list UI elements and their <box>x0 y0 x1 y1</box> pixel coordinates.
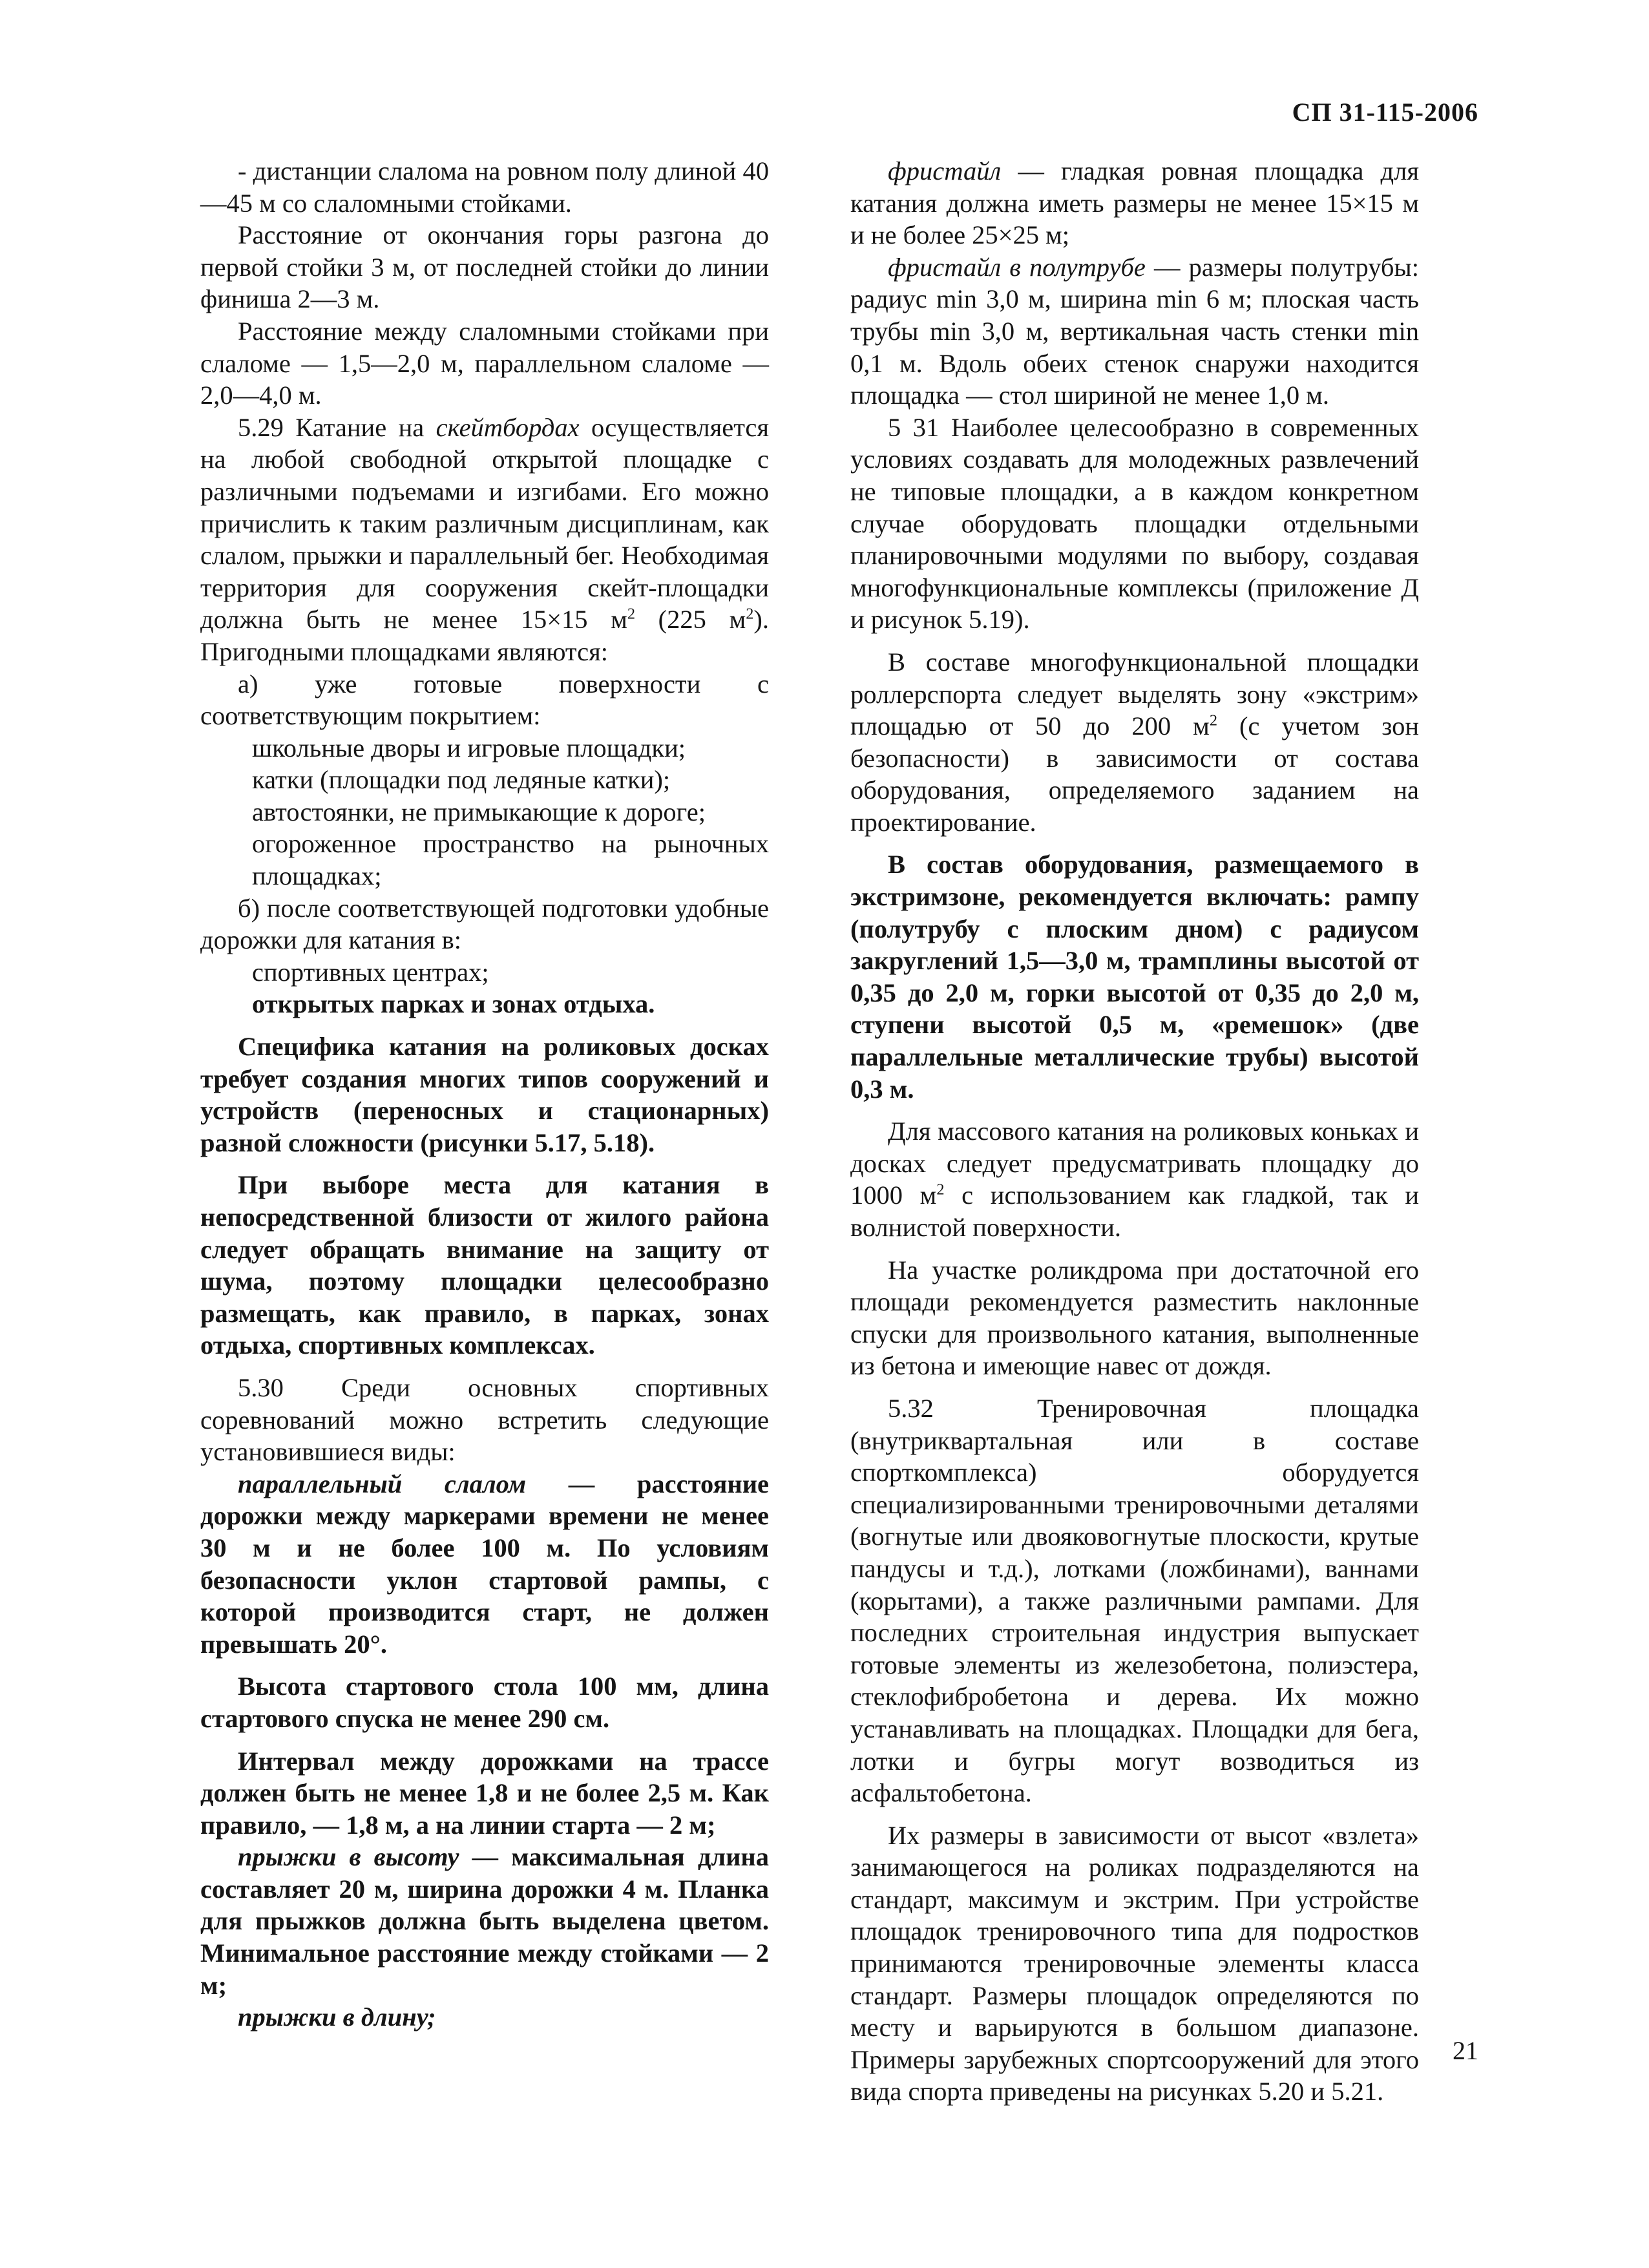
list-item: огороженное пространство на рыночных площадках; <box>252 829 769 891</box>
paragraph: Их размеры в зависимости от высот «взлета» занимающегося на роликах подразделяются на стандарт, максимум и экстрим. При устройстве площадок тренировочного типа для подростков принимаются тренировочные элементы класса стандарт. Размеры площадок определяются по месту и варьируются в большом диапазоне. Примеры зарубежных спортсооружений для этого вида спорта приведены на рисунках 5.20 и 5.21. <box>850 1820 1419 2106</box>
left-column <box>200 155 769 2033</box>
list-item: катки (площадки под ледяные катки); <box>252 765 671 795</box>
paragraph: В составе многофункциональной площадки роллерспорта следует выделять зону «экстрим» площадью от 50 до 200 $м^2$ (с учетом зон безопасности) в зависимости от состава оборудования, определяемого заданием на проектирование. <box>850 647 1420 837</box>
paragraph: Расстояние от окончания горы разгона до первой стойки 3 м, от последней стойки до линии финиша 2—3 м. <box>200 220 769 314</box>
document-code: СП 31-115-2006 <box>1292 98 1478 127</box>
paragraph: В состав оборудования, размещаемого в экстримзоне, рекомендуется включать: рампу (полутрубу с плоским дном) с радиусом закруглений 1,5—3,0 м, трамплины высотой от 0,35 до 2,0 м, горки высотой от 0,35 до 2,0 м, ступени высотой 0,5 м, «ремешок» (две параллельные металлические трубы) высотой 0,3 м. <box>850 850 1419 1104</box>
list-item: спортивных центрах; <box>252 957 489 987</box>
paragraph-5-29: 5.29 Катание на скейтбордах осуществляется на любой свободной открытой площадке с различными подъемами и изгибами. Его можно причислить к таким различным дисциплинам, как слалом, прыжки и параллельный бег. Необходимая территория для сооружения скейт-площадки должна быть не менее 15×15 $м^2$ (225 $м^2$). Пригодными площадками являются: <box>200 412 770 666</box>
paragraph: прыжки в длину; <box>238 2002 436 2032</box>
page-number: 21 <box>1453 2036 1478 2065</box>
list-item: автостоянки, не примыкающие к дороге; <box>252 797 706 826</box>
paragraph: Высота стартового стола 100 мм, длина стартового спуска не менее 290 см. <box>200 1672 769 1733</box>
right-column <box>850 155 1419 2108</box>
paragraph: Для массового катания на роликовых коньках и досках следует предусматривать площадку до 1000 $м^2$ с использованием как гладкой, так и волнистой поверхности. <box>850 1117 1419 1242</box>
paragraph: параллельный слалом — расстояние дорожки между маркерами времени не менее 30 м и не более 100 м. По условиям безопасности уклон стартовой рампы, с которой производится старт, не должен превышать 20°. <box>200 1469 770 1659</box>
paragraph: б) после соответствующей подготовки удобные дорожки для катания в: <box>200 893 769 955</box>
paragraph: прыжки в высоту — максимальная длина составляет 20 м, ширина дорожки 4 м. Планка для прыжков должна быть выделена цветом. Минимальное расстояние между стойками — 2 м; <box>200 1842 769 2000</box>
paragraph-5-32: 5.32 Тренировочная площадка (внутриквартальная или в составе спорткомплекса) оборудуется специализированными тренировочными деталями (вогнутые или двояковогнутые плоскости, крутые пандусы и т.д.), лотками (ложбинами), ваннами (корытами), а также различными рампами. Для последних строительная индустрия выпускает готовые элементы из железобетона, полиэстера, стеклофибробетона и дерева. Их можно устанавливать на площадках. Площадки для бега, лотки и бугры могут возводиться из асфальтобетона. <box>850 1393 1419 1808</box>
paragraph-5-31: 5 31 Наиболее целесообразно в современных условиях создавать для молодежных развлечений не типовые площадки, а в каждом конкретном случае оборудовать площадки отдельными планировочными модулями по выбору, создавая многофункциональные комплексы (приложение Д и рисунок 5.19). <box>850 412 1419 635</box>
list-item: школьные дворы и игровые площадки; <box>252 733 686 762</box>
paragraph: Расстояние между слаломными стойками при слаломе — 1,5—2,0 м, параллельном слаломе — 2,0—4,0 м. <box>200 316 769 410</box>
paragraph: фристайл в полутрубе — размеры полутрубы: радиус min 3,0 м, ширина min 6 м; плоская часть трубы min 3,0 м, вертикальная часть стенки min 0,1 м. Вдоль обеих стенок снаружи находится площадка — стол шириной не менее 1,0 м. <box>850 252 1420 410</box>
paragraph: а) уже готовые поверхности с соответствующим покрытием: <box>200 669 769 731</box>
paragraph-5-30: 5.30 Среди основных спортивных соревнований можно встретить следующие установившиеся виды: <box>200 1372 769 1467</box>
paragraph: Интервал между дорожками на трассе должен быть не менее 1,8 и не более 2,5 м. Как правило, — 1,8 м, а на линии старта — 2 м; <box>200 1746 769 1840</box>
paragraph: На участке роликдрома при достаточной его площади рекомендуется разместить наклонные спуски для произвольного катания, выполненные из бетона и имеющие навес от дождя. <box>850 1255 1419 1381</box>
list-item: открытых парках и зонах отдыха. <box>252 989 655 1019</box>
paragraph: При выборе места для катания в непосредственной близости от жилого района следует обращать внимание на защиту от шума, поэтому площадки целесообразно размещать, как правило, в парках, зонах отдыха, спортивных комплексах. <box>200 1170 769 1360</box>
paragraph: Специфика катания на роликовых досках требует создания многих типов сооружений и устройств (переносных и стационарных) разной сложности (рисунки 5.17, 5.18). <box>200 1032 769 1157</box>
paragraph: - дистанции слалома на ровном полу длиной 40—45 м со слаломными стойками. <box>200 156 769 218</box>
paragraph: фристайл — гладкая ровная площадка для катания должна иметь размеры не менее 15×15 м и не более 25×25 м; <box>850 156 1419 250</box>
